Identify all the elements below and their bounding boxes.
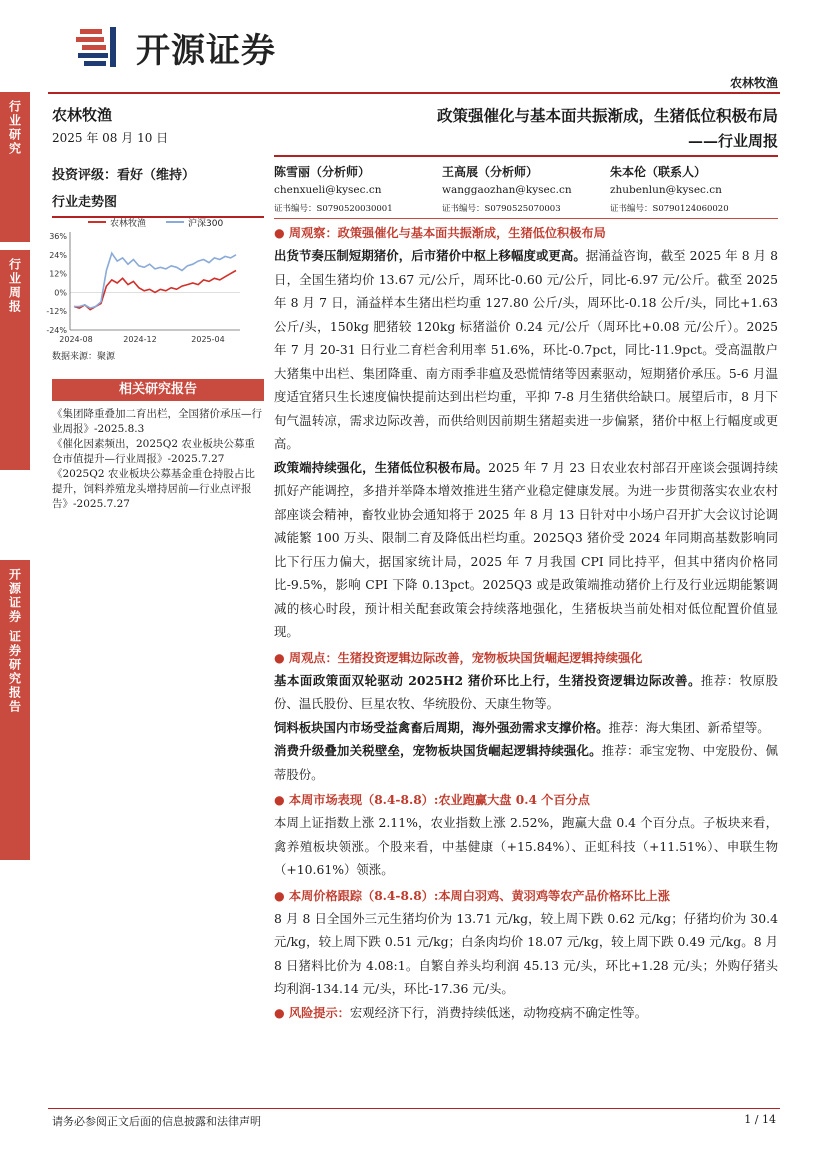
analyst-email[interactable]: wanggaozhan@kysec.cn	[442, 184, 572, 196]
y-tick-label: 36%	[49, 232, 67, 241]
paragraph: 基本面政策面双轮驱动 2025H2 猪价环比上行，生猪投资逻辑边际改善。推荐：牧原股份、温氏股份、巨星农牧、华统股份、天康生物等。	[274, 672, 779, 711]
left-column	[52, 104, 262, 218]
analyst-email[interactable]: zhubenlun@kysec.cn	[610, 184, 722, 196]
analyst-name: 朱本伦（联系人）	[610, 165, 707, 179]
paragraph: 饲料板块国内市场受益禽畜后周期，海外强劲需求支撑价格。推荐：海大集团、新希望等。	[274, 719, 770, 735]
data-source: 数据来源：聚源	[52, 352, 116, 362]
section-heading: ● 本周价格跟踪（8.4-8.8）:本周白羽鸡、黄羽鸡等农产品价格环比上涨	[274, 888, 670, 903]
main-content	[274, 104, 778, 1024]
section-heading: ● 周观察：政策强催化与基本面共振渐成，生猪低位积极布局	[274, 226, 606, 240]
report-date: 2025 年 08 月 10 日	[52, 131, 169, 145]
trend-chart	[40, 212, 250, 352]
x-tick-label: 2024-08	[59, 335, 93, 344]
section-heading: ● 周观点：生猪投资逻辑边际改善，宠物板块国货崛起逻辑持续强化	[274, 650, 643, 665]
analyst-name: 王高展（分析师）	[442, 165, 539, 179]
page-number: 1 / 14	[744, 1113, 776, 1126]
analyst-email[interactable]: chenxueli@kysec.cn	[274, 184, 382, 196]
paragraph: 消费升级叠加关税壁垒，宠物板块国货崛起逻辑持续强化。推荐：乖宝宠物、中宠股份、佩蒂股份。	[274, 743, 779, 782]
paragraph: 本周上证指数上涨 2.11%，农业指数上涨 2.52%，跑赢大盘 0.4 个百分点。子板块来看，禽养殖板块领涨。个股来看，中基健康（+15.84%）、正虹科技（+11.51%）、申联生物（+10.61%）领涨。	[274, 815, 778, 877]
x-tick-label: 2025-04	[191, 335, 225, 344]
paragraph: 出货节奏压制短期猪价，后市猪价中枢上移幅度或更高。据涌益咨询，截至 2025 年 8 月 8 日，全国生猪均价 13.67 元/公斤，周环比-0.60 元/公斤，同比-6.97 元/公斤。截至 2025 年 8 月 7 日，涌益样本生猪出栏均重 127.80 公斤/头，周环比-0.18 公斤/头，同比+1.63 公斤/头，150kg 肥猪较 120kg 标猪溢价 0.24 元/公斤（周环比+0.08 元/公斤）。2025 年 7 月 20-31 日行业二育栏舍利用率 51.6%，环比-0.7pct，同比-11.9pct。受高温散户大猪集中出栏、集团降重、南方雨季非瘟及恐慌情绪等因素驱动，短期猪价承压。5-6 月温度适宜猪只生长速度偏快提前达到出栏均重，平抑 7-8 月生猪供给缺口。展望后市，8 月下旬气温转凉，需求边际改善，而供给则因前期生猪超卖进一步偏紧，猪价中枢上行幅度或更高。	[274, 248, 779, 451]
legend-label: 农林牧渔	[110, 219, 147, 229]
legend-label: 沪深300	[188, 219, 224, 229]
y-tick-label: -12%	[46, 307, 67, 317]
analyst-cert: 证书编号：S0790525070003	[442, 204, 561, 214]
company-logo	[74, 22, 276, 72]
footer-disclaimer[interactable]: 请务必参阅正文后面的信息披露和法律声明	[52, 1115, 261, 1128]
analyst-card	[274, 163, 442, 214]
x-tick-label: 2024-12	[123, 335, 157, 344]
report-title: 政策强催化与基本面共振渐成，生猪低位积极布局	[436, 106, 778, 125]
header-sector-tag: 农林牧渔	[729, 76, 778, 90]
analyst-card	[442, 163, 610, 214]
header-rule	[48, 92, 780, 94]
y-tick-label: 24%	[49, 250, 67, 260]
paragraph: 政策端持续强化，生猪低位积极布局。2025 年 7 月 23 日农业农村部召开座谈会强调持续抓好产能调控，多措并举降本增效推进生猪产业稳定健康发展。为进一步贯彻落实农业农村部座谈会精神，畜牧业协会通知将于 2025 年 8 月 13 日针对中小场户召开扩大会议讨论调减能繁 100 万头、限制二育及降低出栏均重。2025Q3 猪价受 2024 年同期高基数影响同比下行压力偏大，据国家统计局，2025 年 7 月我国 CPI 同比持平，但其中猪肉价格同比-9.5%，影响 CPI 下降 0.13pct。2025Q3 或是政策端推动猪价上行及行业远期能繁调减的核心时段，预计相关配套政策会持续落地强化，生猪板块当前处相对低位配置价值显现。	[274, 459, 778, 639]
trend-chart-svg	[40, 212, 250, 352]
related-reports-list	[52, 407, 264, 512]
side-band-industry-research: 行业研究	[0, 92, 30, 242]
investment-rating: 投资评级：看好（维持）	[52, 168, 196, 183]
section-heading: ● 本周市场表现（8.4-8.8）:农业跑赢大盘 0.4 个百分点	[274, 793, 590, 807]
analyst-name: 陈雪丽（分析师）	[274, 165, 371, 179]
analyst-card	[610, 163, 778, 214]
analyst-rule	[274, 218, 778, 219]
footer-rule	[48, 1108, 780, 1109]
paragraph: 8 月 8 日全国外三元生猪均价为 13.71 元/kg，较上周下跌 0.62 元/kg；仔猪均价为 30.4 元/kg，较上周下跌 0.51 元/kg；白条肉均价 18.07 元/kg，较上周下跌 0.49 元/kg。8 月 8 日猪料比价为 4.08:1。自繁自养头均利润 45.13 元/头，环比+1.28 元/头；外购仔猪头均利润-134.14 元/头，环比-17.36 元/头。	[274, 910, 778, 996]
analyst-row	[274, 163, 778, 214]
analyst-cert: 证书编号：S0790124060020	[610, 204, 729, 214]
logo-text: 开源证券	[136, 30, 276, 71]
related-reports-title: 相关研究报告	[52, 379, 264, 401]
sector-name: 农林牧渔	[52, 106, 113, 124]
related-report-item[interactable]: 《2025Q2 农业板块公募基金重仓持股占比提升，饲料养殖龙头增持居前—行业点评报告》-2025.7.27	[52, 468, 255, 510]
side-band-brand: 开源证券 证券研究报告	[0, 560, 30, 860]
side-band-weekly: 行业周报	[0, 250, 30, 470]
related-report-item[interactable]: 《集团降重叠加二育出栏，全国猪价承压—行业周报》-2025.8.3	[52, 408, 262, 435]
y-tick-label: 12%	[49, 269, 67, 279]
report-subtitle: ——行业周报	[687, 132, 778, 150]
y-tick-label: -24%	[46, 326, 67, 335]
trend-chart-title: 行业走势图	[52, 195, 118, 210]
risk-warning: ● 风险提示：宏观经济下行，消费持续低迷，动物疫病不确定性等。	[274, 1004, 648, 1020]
analyst-cert: 证书编号：S0790520030001	[274, 204, 393, 214]
y-tick-label: 0%	[54, 288, 67, 298]
logo-mark-icon	[74, 23, 130, 71]
title-rule	[274, 155, 778, 157]
related-report-item[interactable]: 《催化因素频出，2025Q2 农业板块公募重仓市值提升—行业周报》-2025.7.27	[52, 438, 255, 465]
